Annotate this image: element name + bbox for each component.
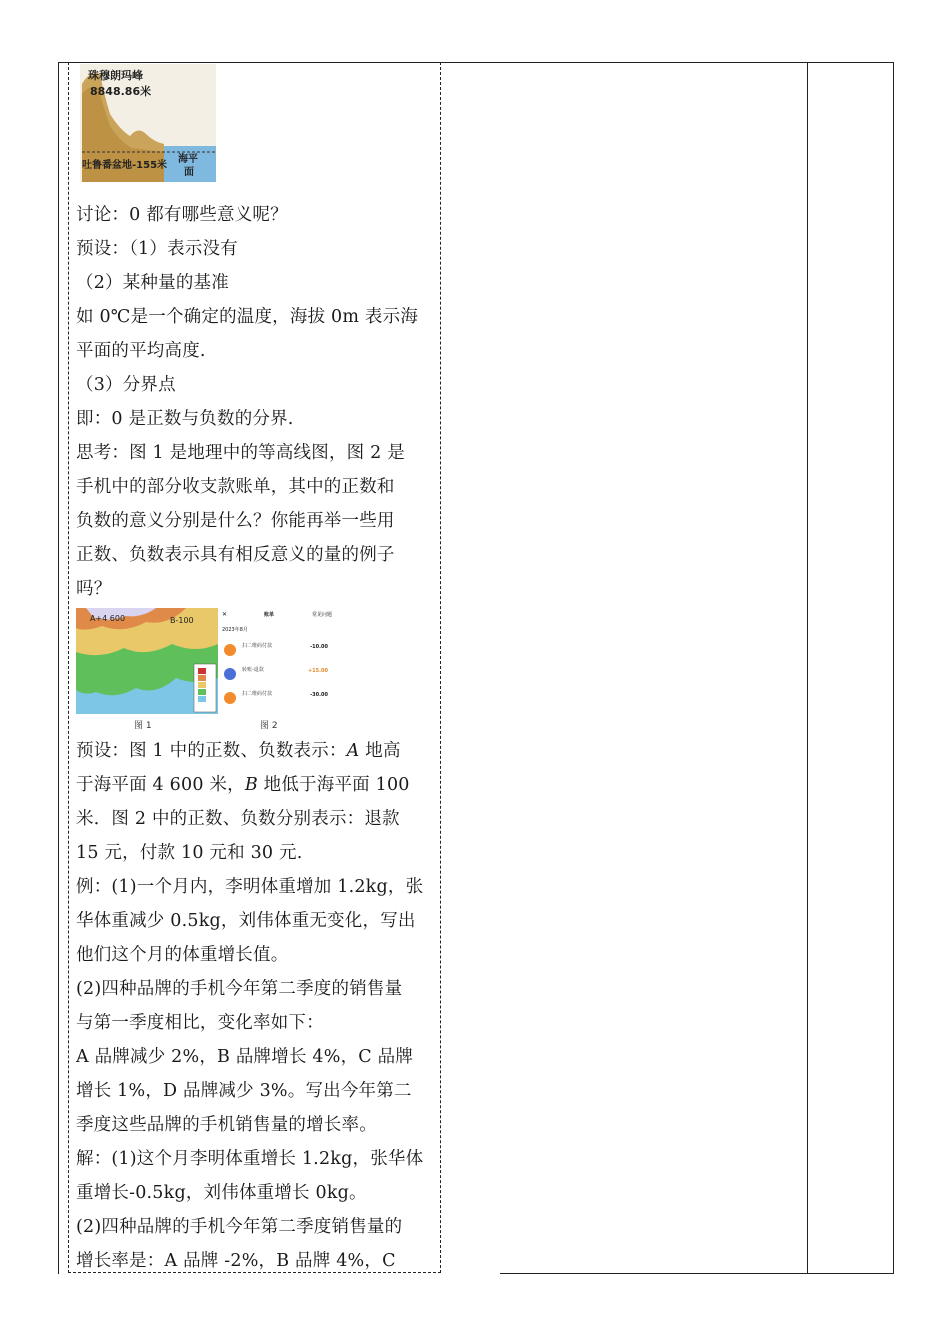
text-line: 重增长-0.5kg，刘伟体重增长 0kg。: [76, 1183, 367, 1203]
text-line: (2)四种品牌的手机今年第二季度销售量的: [76, 1217, 403, 1237]
text-line: 华体重减少 0.5kg，刘伟体重无变化，写出: [76, 911, 416, 931]
example-text: [76, 870, 436, 1278]
payment-icon: [224, 692, 236, 704]
text-line: 手机中的部分收支款账单，其中的正数和: [76, 477, 395, 497]
sea-label-2: 面: [184, 167, 194, 178]
bill-row: [224, 688, 332, 712]
bill-row-value: -30.00: [310, 692, 328, 698]
refund-icon: [224, 668, 236, 680]
bill-row: [224, 640, 332, 664]
text-line: (2)四种品牌的手机今年第二季度的销售量: [76, 979, 403, 999]
text-line: A 品牌减少 2%，B 品牌增长 4%，C 品牌: [76, 1047, 414, 1067]
text-line: 平面的平均高度.: [76, 341, 206, 361]
bill-help: 常见问题: [311, 612, 332, 618]
bill-row-name: 转账-退款: [242, 667, 264, 673]
payment-icon: [224, 644, 236, 656]
text-line: 正数、负数表示具有相反意义的量的例子: [76, 545, 395, 565]
basin-label: 吐鲁番盆地-155米: [82, 160, 168, 171]
preset-answer-text: [76, 734, 436, 870]
table-divider-right: [807, 63, 808, 1274]
bill-row-name: 扫二维码付款: [242, 643, 273, 649]
text-line: 与第一季度相比，变化率如下：: [76, 1013, 324, 1033]
bill-screenshot: [218, 608, 336, 714]
text-span: 地低于海平面 100: [257, 775, 410, 795]
content-frame-right: [440, 62, 441, 1273]
map-label-b: B-100: [170, 616, 194, 625]
text-line: 例：(1)一个月内，李明体重增加 1.2kg，张: [76, 877, 424, 897]
contour-map-image: [76, 608, 218, 714]
text-line: 负数的意义分别是什么？你能再举一些用: [76, 511, 395, 531]
text-span: 地高: [359, 741, 401, 761]
text-line: 15 元，付款 10 元和 30 元.: [76, 843, 303, 863]
text-line: 季度这些品牌的手机销售量的增长率。: [76, 1115, 377, 1135]
text-line: [76, 768, 436, 802]
sea-label: 海平: [178, 154, 198, 165]
text-line: 米．图 2 中的正数、负数分别表示：退款: [76, 809, 400, 829]
bill-month: 2023年8月: [222, 627, 248, 633]
point-a-label: A: [346, 741, 360, 761]
text-line: 他们这个月的体重增长值。: [76, 945, 289, 965]
peak-label: 珠穆朗玛峰: [88, 69, 143, 82]
text-line: 思考：图 1 是地理中的等高线图，图 2 是: [76, 443, 405, 463]
text-line: 增长 1%，D 品牌减少 3%。写出今年第二: [76, 1081, 412, 1101]
text-line: 增长率是：A 品牌 -2%，B 品牌 4%，C: [76, 1251, 396, 1271]
bill-row: [224, 664, 332, 688]
point-b-label: B: [244, 775, 258, 795]
bill-row-name: 扫二维码付款: [242, 691, 273, 697]
text-line: 预设：（1）表示没有: [76, 239, 238, 259]
map-label-a: A+4 600: [90, 614, 126, 623]
caption-fig1: 图 1: [134, 721, 152, 731]
peak-height-label: 8848.86米: [90, 85, 152, 98]
text-line: （3）分界点: [76, 375, 176, 395]
text-span: 预设：图 1 中的正数、负数表示：: [76, 741, 347, 761]
elevation-illustration: [80, 64, 216, 182]
bill-title: 账单: [264, 612, 275, 618]
text-span: 于海平面 4 600 米，: [76, 775, 245, 795]
content-frame-left: [68, 62, 69, 1273]
discussion-text: [76, 198, 436, 606]
text-line: 如 0℃是一个确定的温度，海拔 0m 表示海: [76, 307, 419, 327]
content-frame-top: [68, 62, 441, 63]
close-icon: ✕: [222, 611, 228, 618]
text-line: 讨论：0 都有哪些意义呢？: [76, 205, 288, 225]
bill-row-value: +15.00: [307, 668, 328, 674]
text-line: 解：(1)这个月李明体重增长 1.2kg，张华体: [76, 1149, 424, 1169]
text-line: [76, 734, 436, 768]
text-line: 即：0 是正数与负数的分界.: [76, 409, 294, 429]
text-line: 吗？: [76, 579, 112, 599]
table-bottom-border: [500, 1273, 893, 1274]
bill-row-value: -10.00: [310, 644, 328, 650]
caption-fig2: 图 2: [260, 721, 278, 731]
figures-map-and-bill: [76, 608, 336, 732]
text-line: （2）某种量的基准: [76, 273, 229, 293]
